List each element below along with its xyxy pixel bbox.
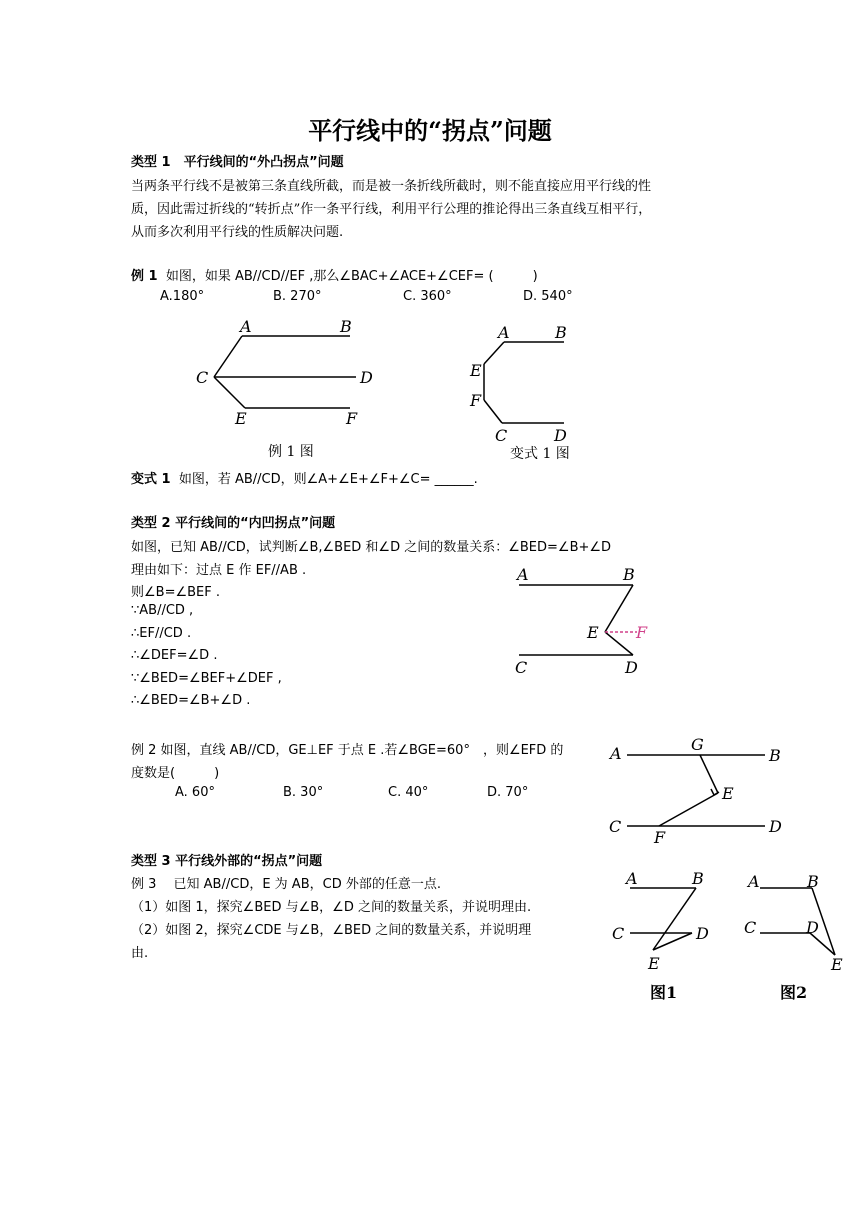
type2-line: ∴∠DEF=∠D . [131,648,218,663]
type2-line: 如图，已知 AB//CD，试判断∠B,∠BED 和∠D 之间的数量关系：∠BED=∠B+∠D [131,540,612,555]
type2-line: 则∠B=∠BEF . [131,585,220,600]
t3b-caption: 图2 [780,983,808,1002]
fig1-label-c: C [196,368,209,387]
figure-type3-2 [740,868,850,1003]
example2-line1: 例 2 如图，直线 AB//CD，GE⊥EF 于点 E .若∠BGE=60° ，则∠EFD 的 [131,743,564,758]
fig1-label-e: E [235,409,247,428]
fig2-label-a: A [498,323,510,342]
t3b-label-e: E [831,955,843,974]
variant1 [131,468,478,487]
t2-label-e: E [587,623,599,642]
ex2-label-b: B [769,746,781,765]
type3-line: （2）如图 2，探究∠CDE 与∠B，∠BED 之间的数量关系，并说明理 [131,923,532,938]
fig2-label-c: C [495,426,508,445]
t2-label-b: B [623,565,635,584]
ex2-option-b: B. 30° [283,785,324,800]
t3b-label-a: A [748,872,760,891]
example1-question: 如图，如果 AB//CD//EF ,那么∠BAC+∠ACE+∠CEF= ( ) [165,269,538,284]
type3-line: 例 3 已知 AB//CD，E 为 AB，CD 外部的任意一点. [131,877,441,892]
type2-line: ∴∠BED=∠B+∠D . [131,693,251,708]
ex2-label-a: A [610,744,622,763]
type2-line: ∵AB//CD , [131,603,194,618]
fig2-label-d: D [554,426,567,445]
type2-line: ∴EF//CD . [131,626,192,641]
fig2-caption: 变式 1 图 [510,446,570,462]
option-d: D. 540° [523,289,573,304]
section-heading-type2: 类型 2 平行线间的“内凹拐点”问题 [131,516,336,531]
type3-line: 由. [131,946,149,961]
type1-para-line: 质，因此需过折线的“转折点”作一条平行线，利用平行公理的推论得出三条直线互相平行， [131,202,652,217]
section-heading-type1: 类型 1 平行线间的“外凸拐点”问题 [131,155,344,170]
t2-label-d: D [625,658,638,677]
t3a-label-b: B [692,869,704,888]
t2-label-c: C [515,658,528,677]
example2-line2: 度数是( ) [131,766,220,781]
ex2-label-e: E [722,784,734,803]
fig2-label-b: B [555,323,567,342]
option-a: A.180° [160,289,205,304]
type2-line: 理由如下：过点 E 作 EF//AB . [131,563,307,578]
figure-example1 [190,312,390,462]
figure-example2 [605,733,795,848]
ex2-option-a: A. 60° [175,785,215,800]
ex2-option-d: D. 70° [487,785,529,800]
option-c: C. 360° [403,289,452,304]
type3-line: （1）如图 1，探究∠BED 与∠B，∠D 之间的数量关系，并说明理由. [131,900,532,915]
example1 [131,265,538,284]
t3b-label-b: B [807,872,819,891]
fig1-label-b: B [340,317,352,336]
variant1-question: 如图，若 AB//CD，则∠A+∠E+∠F+∠C= ______. [178,472,478,487]
figure-type3-1 [608,868,718,1003]
type1-para-line: 当两条平行线不是被第三条直线所截，而是被一条折线所截时，则不能直接应用平行线的性 [131,179,652,194]
ex2-label-f: F [654,828,666,847]
t3b-label-d: D [806,918,819,937]
t3a-caption: 图1 [650,983,678,1002]
page-title: 平行线中的“拐点”问题 [308,116,552,145]
t3a-label-a: A [626,869,638,888]
figure-type2 [505,560,665,685]
fig2-label-f: F [470,391,482,410]
fig1-label-d: D [360,368,373,387]
t3a-label-e: E [648,954,660,973]
ex2-option-c: C. 40° [388,785,429,800]
t3a-label-d: D [696,924,709,943]
figure-variant1 [460,318,580,464]
ex2-label-d: D [769,817,782,836]
fig2-label-e: E [470,361,482,380]
t3a-label-c: C [612,924,625,943]
t3b-label-c: C [744,918,757,937]
ex2-label-g: G [691,735,704,754]
variant1-label: 变式 1 [131,472,171,487]
section-heading-type3: 类型 3 平行线外部的“拐点”问题 [131,854,323,869]
option-b: B. 270° [273,289,322,304]
type2-line: ∵∠BED=∠BEF+∠DEF , [131,671,282,686]
ex2-label-c: C [609,817,622,836]
fig1-caption: 例 1 图 [268,444,314,460]
t2-label-a: A [517,565,529,584]
example1-label: 例 1 [131,269,158,284]
t2-label-f: F [636,623,648,642]
fig1-label-f: F [346,409,358,428]
type1-para-line: 从而多次利用平行线的性质解决问题. [131,225,344,240]
fig1-label-a: A [240,317,252,336]
